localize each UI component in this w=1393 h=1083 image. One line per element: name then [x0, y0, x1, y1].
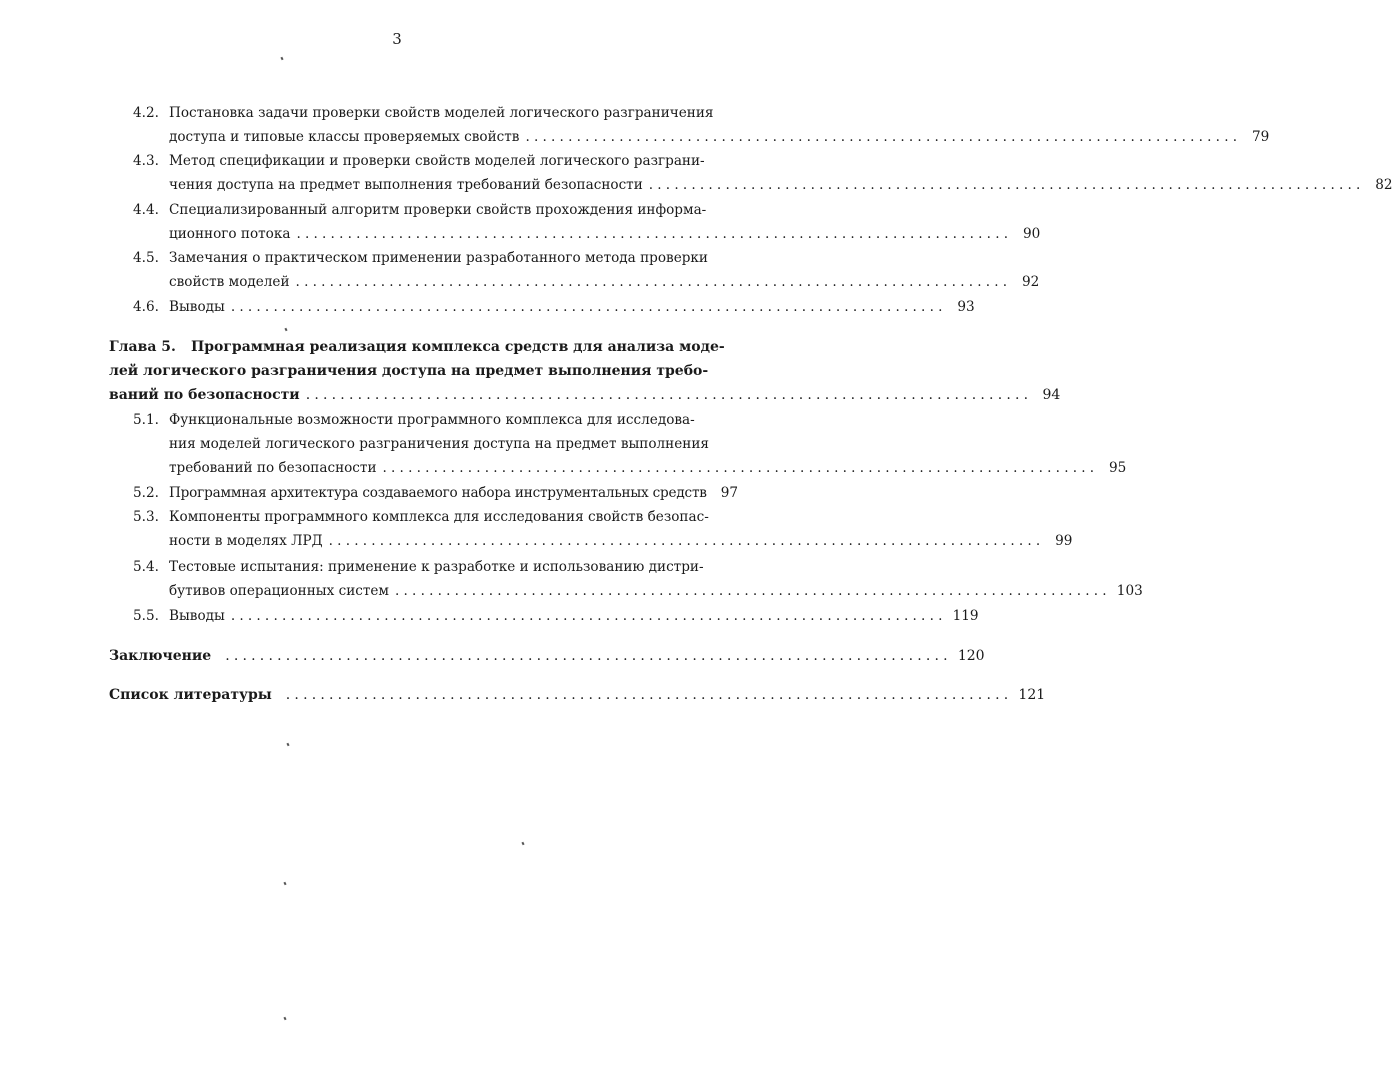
- toc-chapter-5[interactable]: [109, 335, 1061, 407]
- dot-leader: ....................................................................................: [382, 460, 1099, 476]
- toc-entry-title-line: Замечания о практическом применении разработанного метода проверки: [169, 250, 708, 266]
- toc-entry-title-line: ционного потока: [169, 226, 291, 242]
- dot-leader: ....................................................................................: [305, 387, 1033, 403]
- toc-entry-number: 5.2.: [133, 485, 159, 501]
- toc-references-title: Список литературы: [109, 687, 272, 703]
- dot-leader: ....................................................................................: [328, 533, 1045, 549]
- toc-conclusion[interactable]: [109, 644, 985, 668]
- dot-leader: ....................................................................................: [285, 687, 1013, 703]
- toc-page-number: 97: [720, 485, 738, 501]
- dot-leader: ....................................................................................: [296, 226, 1013, 242]
- toc-entry-number: 5.4.: [133, 559, 159, 575]
- dot-leader: ....................................................................................: [395, 583, 1111, 599]
- toc-entry-number: 5.5.: [133, 608, 159, 624]
- toc-entry-title-line: Специализированный алгоритм проверки свойств прохождения информа-: [169, 202, 707, 218]
- toc-page-number: 94: [1042, 387, 1061, 403]
- toc-page-number: 82: [1375, 177, 1393, 193]
- toc-entry-number: 4.5.: [133, 250, 159, 266]
- dot-leader: ....................................................................................: [295, 274, 1012, 290]
- toc-entry-5-5[interactable]: [133, 604, 979, 628]
- toc-entry-title-line: бутивов операционных систем: [169, 583, 390, 599]
- toc-entry-5-3[interactable]: [133, 505, 1073, 553]
- toc-page-number: 99: [1055, 533, 1073, 549]
- toc-page-number: 103: [1116, 583, 1143, 599]
- toc-entry-title-line: ности в моделях ЛРД: [169, 533, 323, 549]
- scan-speck: [284, 328, 287, 332]
- toc-page-number: 79: [1251, 129, 1270, 145]
- dot-leader: ....................................................................................: [648, 177, 1365, 193]
- toc-page-number: 120: [957, 648, 985, 664]
- toc-chapter-title-line: лей логического разграничения доступа на предмет выполнения требо-: [109, 363, 709, 379]
- scan-speck: [286, 743, 289, 747]
- toc-entry-number: 5.3.: [133, 509, 159, 525]
- scan-speck: [283, 1017, 286, 1021]
- toc-entry-title-line: ния моделей логического разграничения доступа на предмет выполнения: [169, 436, 709, 452]
- toc-entry-number: 4.4.: [133, 202, 159, 218]
- scan-speck: [283, 882, 286, 886]
- toc-entry-title-line: Функциональные возможности программного комплекса для исследова-: [169, 412, 695, 428]
- toc-entry-number: 4.3.: [133, 153, 159, 169]
- toc-chapter-title-line: Программная реализация комплекса средств для анализа моде-: [191, 339, 725, 355]
- toc-page-number: 95: [1108, 460, 1127, 476]
- toc-entry-title-line: Компоненты программного комплекса для исследования свойств безопас-: [169, 509, 709, 525]
- toc-chapter-number: Глава 5.: [109, 339, 176, 355]
- toc-page-number: 93: [957, 299, 975, 315]
- scan-speck: [521, 842, 524, 846]
- toc-entry-number: 5.1.: [133, 412, 159, 428]
- toc-page-number: 92: [1022, 274, 1040, 290]
- toc-page-number: 121: [1018, 687, 1046, 703]
- toc-entry-title-line: Постановка задачи проверки свойств моделей логического разграничения: [169, 105, 714, 121]
- toc-entry-title-line: Выводы: [169, 608, 225, 624]
- toc-chapter-title-line: ваний по безопасности: [109, 387, 300, 403]
- toc-entry-title-line: чения доступа на предмет выполнения требований безопасности: [169, 177, 643, 193]
- dot-leader: ....................................................................................: [225, 648, 952, 664]
- toc-entry-title-line: Выводы: [169, 299, 225, 315]
- toc-entry-number: 4.2.: [133, 105, 159, 121]
- toc-conclusion-title: Заключение: [109, 648, 212, 664]
- toc-entry-5-2[interactable]: [133, 481, 738, 505]
- toc-entry-title-line: свойств моделей: [169, 274, 290, 290]
- scan-speck: [280, 57, 283, 61]
- toc-entry-4-4[interactable]: [133, 198, 1041, 246]
- toc-entry-number: 4.6.: [133, 299, 159, 315]
- toc-entry-4-2[interactable]: [133, 101, 1270, 149]
- dot-leader: ....................................................................................: [230, 608, 947, 624]
- toc-entry-4-3[interactable]: [133, 149, 1393, 197]
- toc-entry-4-5[interactable]: [133, 246, 1040, 294]
- toc-entry-title-line: доступа и типовые классы проверяемых свойств: [169, 129, 520, 145]
- toc-page-number: 119: [952, 608, 979, 624]
- page-number: 3: [392, 30, 402, 48]
- toc-references[interactable]: [109, 683, 1046, 707]
- toc-entry-5-1[interactable]: [133, 408, 1127, 480]
- dot-leader: ....................................................................................: [525, 129, 1242, 145]
- toc-entry-title-line: Метод спецификации и проверки свойств моделей логического разграни-: [169, 153, 705, 169]
- toc-entry-title-line: требований по безопасности: [169, 460, 377, 476]
- toc-entry-5-4[interactable]: [133, 555, 1143, 603]
- toc-entry-title-line: Программная архитектура создаваемого набора инструментальных средств: [169, 485, 707, 501]
- toc-entry-4-6[interactable]: [133, 295, 975, 319]
- dot-leader: ....................................................................................: [230, 299, 947, 315]
- toc-entry-title-line: Тестовые испытания: применение к разработке и использованию дистри-: [169, 559, 704, 575]
- toc-page-number: 90: [1022, 226, 1041, 242]
